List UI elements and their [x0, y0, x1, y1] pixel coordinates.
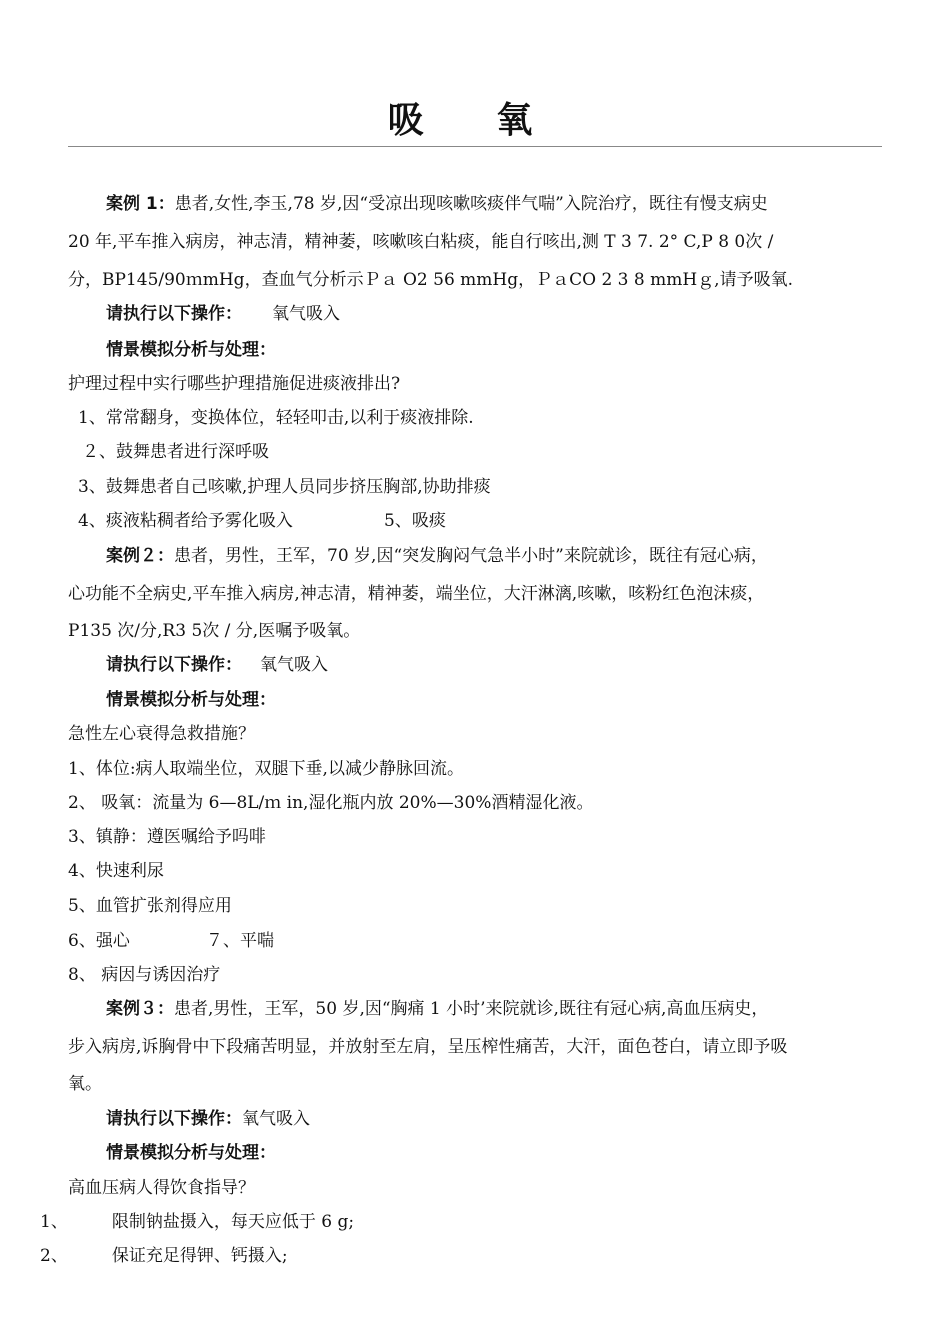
case3-operation-value: 氧气吸入	[242, 1109, 310, 1129]
case3-label: 案例３：	[106, 999, 174, 1019]
case2-text-line3: P135 次/分,R3 5次 / 分,医嘱予吸氧。	[68, 621, 361, 641]
case2-text-line2: 心功能不全病史,平车推入病房,神志清，精神萎，端坐位，大汗淋漓,咳嗽，咳粉红色泡沫痰，	[68, 584, 765, 604]
title-divider	[68, 146, 882, 147]
case1-item-1: 1、常常翻身，变换体位，轻轻叩击,以利于痰液排除.	[78, 408, 474, 428]
case1-item-2: ２、鼓舞患者进行深呼吸	[82, 442, 269, 462]
case1-operation-label: 请执行以下操作：	[106, 304, 242, 324]
case3-item-2-text: 保证充足得钾、钙摄入;	[111, 1246, 288, 1266]
case2-item-4: 4、快速利尿	[68, 861, 164, 881]
case1-label: 案例 1：	[106, 194, 175, 214]
case1-operation	[106, 301, 882, 327]
case1-text-line1: 患者,女性,李玉,78 岁,因“受凉出现咳嗽咳痰伴气喘”入院治疗，既往有慢支病史	[174, 194, 768, 214]
case2-item-3: 3、镇静：遵医嘱给予吗啡	[68, 827, 266, 847]
case3-item-2	[40, 1243, 854, 1269]
case3-item-1	[40, 1209, 854, 1235]
case1-question: 护理过程中实行哪些护理措施促进痰液排出?	[68, 374, 401, 394]
case1-operation-value: 氧气吸入	[272, 304, 340, 324]
case3-item-1-text: 限制钠盐摄入，每天应低于 6 g;	[111, 1212, 355, 1232]
case1-text-line2: 20 年,平车推入病房，神志清，精神萎，咳嗽咳白粘痰，能自行咳出,测 T 3 7. 2° C,P 8 0次 /	[68, 232, 774, 252]
case3-item-2-number: 2、	[40, 1246, 68, 1266]
case2-item-8: 8、 病因与诱因治疗	[68, 965, 221, 985]
case1-item-5: 5、吸痰	[384, 511, 446, 531]
case2-item-2: 2、 吸氧：流量为 6—8L/ｍ in,湿化瓶内放 20%—30%酒精湿化液。	[68, 793, 594, 813]
case2-operation	[106, 652, 882, 678]
case2-analysis-label: 情景模拟分析与处理：	[106, 690, 276, 710]
page-title: 吸 氧	[387, 100, 563, 141]
case3-operation	[106, 1106, 882, 1132]
case2-operation-value: 氧气吸入	[260, 655, 328, 675]
case2-item-6: 6、强心	[68, 931, 130, 951]
case3-text-line1: 患者,男性，王军，50 岁,因“胸痛 1 小时’来院就诊,既往有冠心病,高血压病史，	[174, 999, 769, 1019]
case2-item-1: 1、体位:病人取端坐位，双腿下垂,以减少静脉回流。	[68, 759, 464, 779]
case1-item-4: 4、痰液粘稠者给予雾化吸入	[78, 511, 293, 531]
case2-text-line1: 患者，男性，王军，70 岁,因“突发胸闷气急半小时”来院就诊，既往有冠心病，	[174, 546, 768, 566]
case3-question: 高血压病人得饮食指导？	[68, 1178, 255, 1198]
case2-item-7: ７、平喘	[206, 931, 274, 951]
case2-label: 案例２：	[106, 546, 174, 566]
case2-operation-label: 请执行以下操作：	[106, 655, 242, 675]
case1-paragraph-line1	[106, 191, 882, 217]
case2-item-5: 5、血管扩张剂得应用	[68, 896, 232, 916]
case1-item-3: 3、鼓舞患者自己咳嗽,护理人员同步挤压胸部,协助排痰	[78, 477, 491, 497]
case3-item-1-number: 1、	[40, 1212, 68, 1232]
case2-question: 急性左心衰得急救措施？	[68, 724, 255, 744]
case3-paragraph-line1	[106, 996, 882, 1022]
case3-text-line2: 步入病房,诉胸骨中下段痛苦明显，并放射至左肩，呈压榨性痛苦，大汗，面色苍白，请立即予吸	[68, 1037, 788, 1057]
case2-paragraph-line1	[106, 543, 882, 569]
case3-operation-label: 请执行以下操作：	[106, 1109, 242, 1129]
case3-analysis-label: 情景模拟分析与处理：	[106, 1143, 276, 1163]
case1-text-line3: 分，BP145/90ｍmHg，查血气分析示Ｐａ O2 56 mmHg，ＰａCO 2 3 8 mmHｇ,请予吸氧.	[68, 270, 793, 290]
case3-text-line3: 氧。	[68, 1074, 102, 1094]
case1-analysis-label: 情景模拟分析与处理：	[106, 340, 276, 360]
